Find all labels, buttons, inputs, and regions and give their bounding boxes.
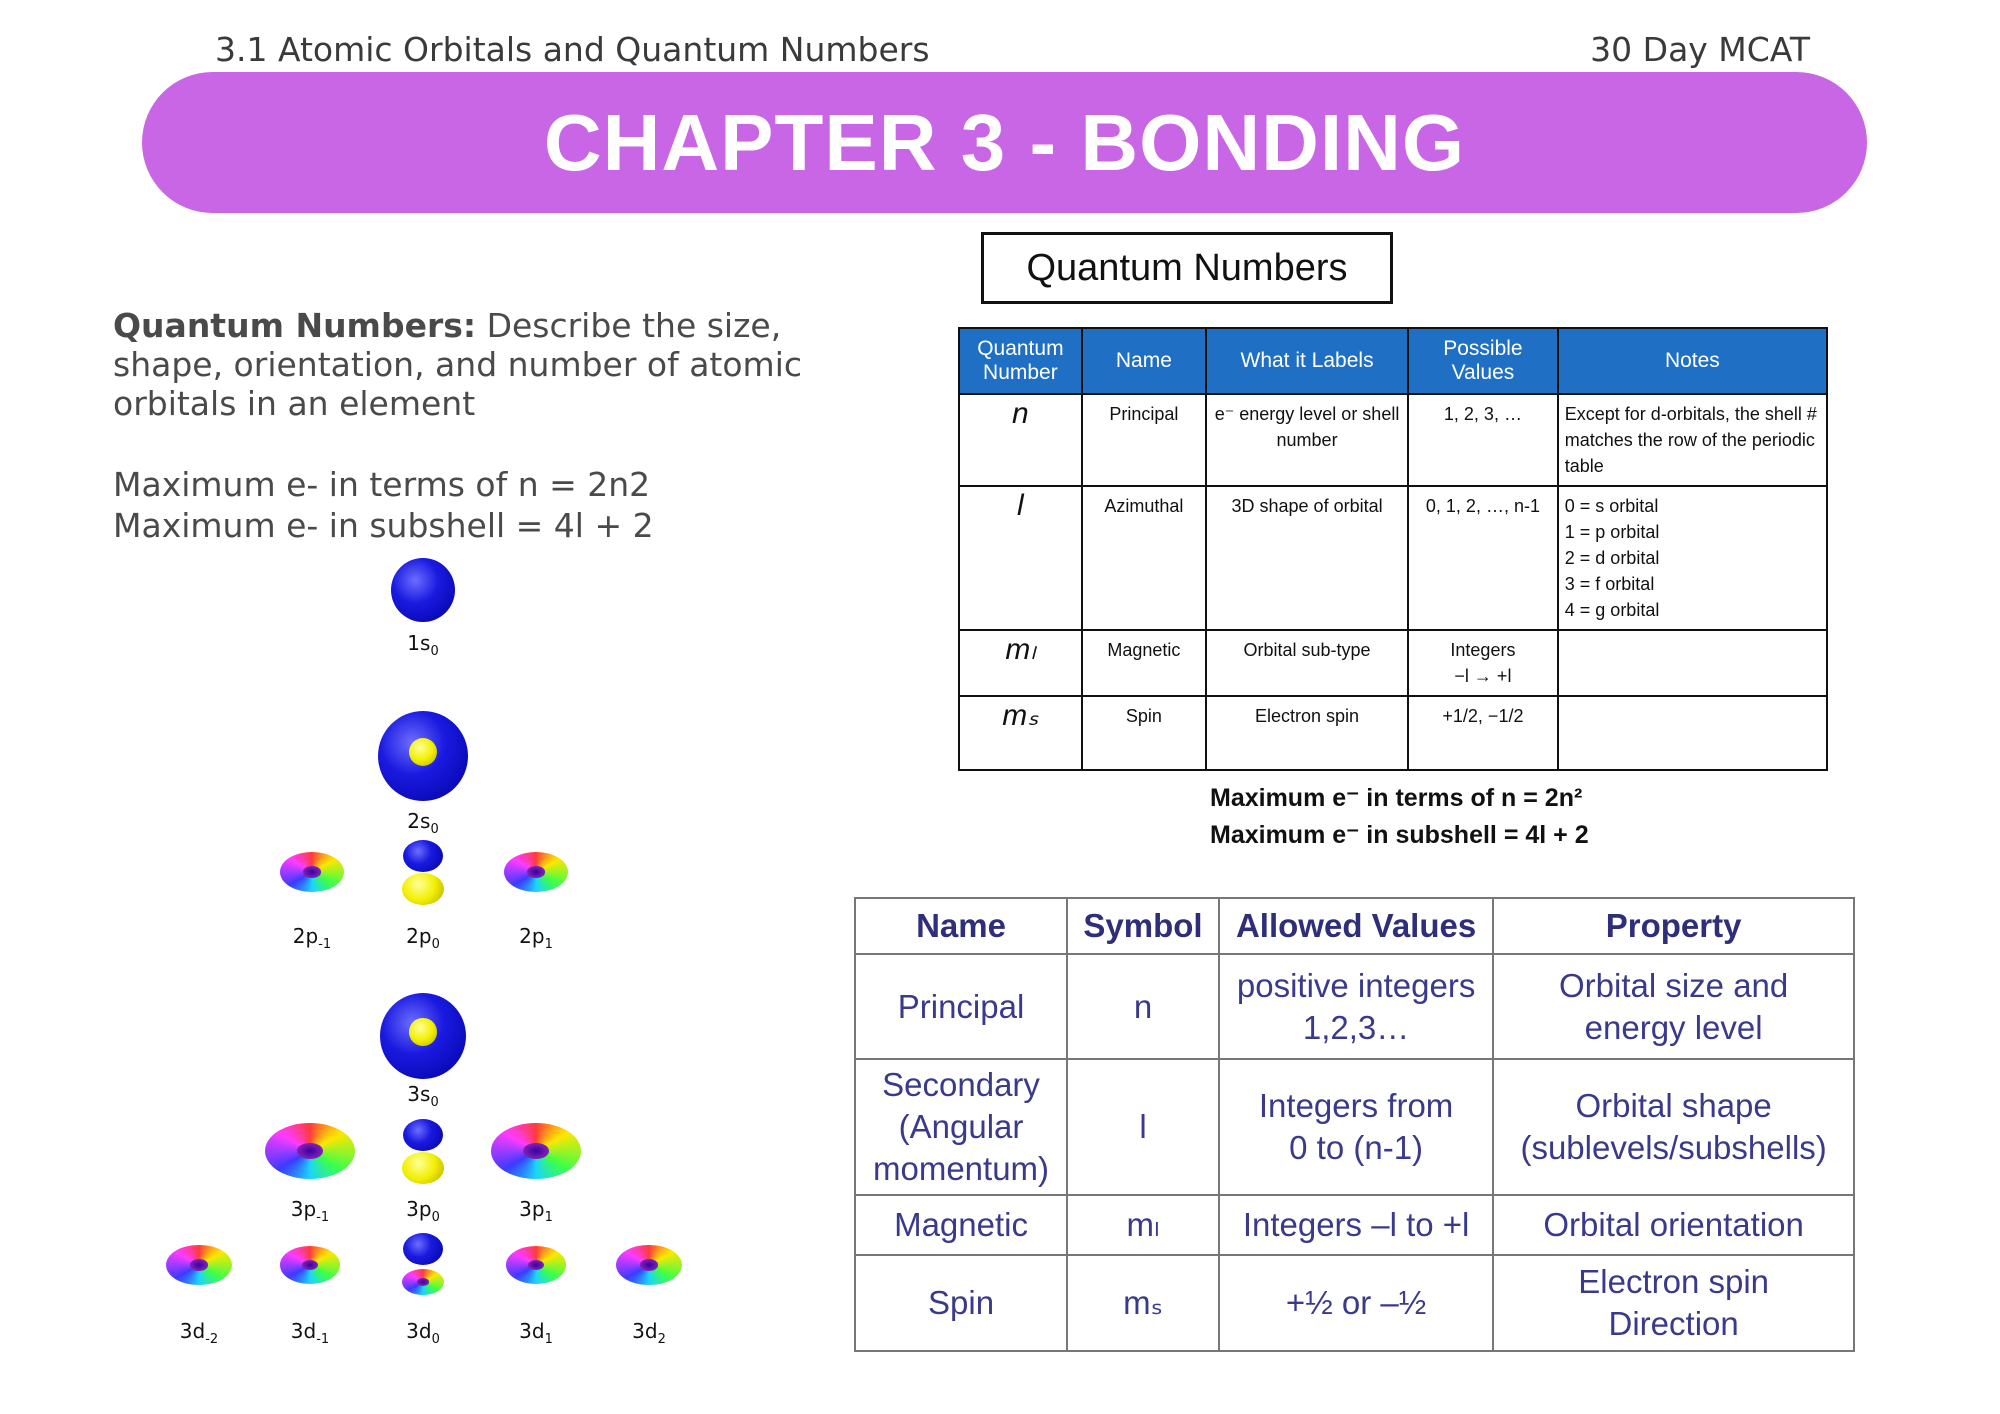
quantum-numbers-title: Quantum Numbers [981,232,1393,304]
table-cell: Principal [1082,394,1206,486]
orbital-subscript: 0 [430,1095,439,1110]
orbital-label [519,1197,553,1225]
orbital-subscript: 1 [544,1210,553,1225]
column-header: Notes [1558,328,1827,394]
table-cell: Except for d-orbitals, the shell # matches the row of the periodic table [1558,394,1827,486]
orbital-name: 2p [519,924,545,948]
table-cell: mₗ [959,630,1082,696]
section-heading: 3.1 Atomic Orbitals and Quantum Numbers [215,30,930,69]
max-electrons-summary [1210,780,1589,854]
orbital-torus-icon [280,852,344,892]
table-cell: Principal [855,954,1067,1059]
table-cell: +1/2, −1/2 [1408,696,1558,770]
table-row [855,1255,1854,1351]
orbital-subscript: -2 [205,1332,219,1347]
header-row [855,898,1854,954]
orbital-subscript: -1 [318,937,332,952]
table-row [855,954,1854,1059]
table-cell: l [1067,1059,1219,1195]
table-cell: 3D shape of orbital [1206,486,1408,630]
orbital-label [290,1197,330,1225]
table-row [855,1059,1854,1195]
orbital-label [519,924,553,952]
table-cell: Orbital shape (sublevels/subshells) [1493,1059,1854,1195]
orbital-subscript: 0 [431,1210,440,1225]
column-header: What it Labels [1206,328,1408,394]
quantum-numbers-table [958,327,1828,771]
column-header: Possible Values [1408,328,1558,394]
brand-label: 30 Day MCAT [1590,30,1810,69]
orbital-label [406,1197,440,1225]
table-cell: n [959,394,1082,486]
orbital-subscript: 0 [431,937,440,952]
orbital-subscript: 2 [657,1332,666,1347]
column-header: Allowed Values [1219,898,1493,954]
table-cell: mₛ [1067,1255,1219,1351]
orbital-name: 3d [179,1319,206,1343]
orbital-torus-icon [265,1123,355,1179]
orbital-torus-icon [491,1123,581,1179]
orbital-torus-icon [616,1245,682,1286]
orbital-lobe-icon [402,873,444,905]
orbital-torus-icon [166,1245,232,1286]
orbital-subscript: 0 [430,644,439,659]
max-electrons-shell-bold: Maximum e⁻ in terms of n = 2n² [1210,784,1583,812]
orbital-subscript: 1 [544,1332,553,1347]
column-header: Name [1082,328,1206,394]
table-cell: Integers from 0 to (n-1) [1219,1059,1493,1195]
orbital-name: 3p [519,1197,545,1221]
orbital-name: 3p [290,1197,317,1221]
table-cell: e⁻ energy level or shell number [1206,394,1408,486]
table-cell: Magnetic [855,1195,1067,1255]
table-cell: Integers −l → +l [1408,630,1558,696]
orbital-name: 3p [406,1197,432,1221]
table-cell: positive integers 1,2,3… [1219,954,1493,1059]
orbital-name: 3s [407,1082,431,1106]
table-cell [1558,630,1827,696]
max-electrons-shell: Maximum e- in terms of n = 2n2 [113,465,651,504]
chapter-banner [142,72,1867,213]
orbital-lobe-icon [403,1233,443,1265]
column-header: Name [855,898,1067,954]
orbital-name: 3d [632,1319,658,1343]
table-row [959,486,1827,630]
table-cell: n [1067,954,1219,1059]
table-cell: Electron spin [1206,696,1408,770]
orbital-name: 2p [292,924,319,948]
orbital-subscript: 1 [544,937,553,952]
intro-definition: Describe the size, shape, orientation, and number of atomic orbitals in an element [113,306,803,423]
table-cell: Orbital sub-type [1206,630,1408,696]
orbital-label [406,924,440,952]
intro-paragraph [113,306,893,423]
chapter-title: CHAPTER 3 - BONDING [543,97,1466,187]
orbital-label [292,924,332,952]
table-cell: 1, 2, 3, … [1408,394,1558,486]
table-cell [1558,696,1827,770]
table-cell: l [959,486,1082,630]
table-row [855,1195,1854,1255]
orbital-label [407,809,439,837]
table-cell: 0, 1, 2, …, n-1 [1408,486,1558,630]
max-electrons-subshell-bold: Maximum e⁻ in subshell = 4l + 2 [1210,821,1589,849]
table-cell: Magnetic [1082,630,1206,696]
orbital-label [290,1319,330,1347]
table-cell: Azimuthal [1082,486,1206,630]
orbital-label [406,1319,440,1347]
orbital-lobe-icon [403,1119,443,1151]
orbital-name: 1s [407,631,431,655]
orbital-subscript: -1 [316,1210,330,1225]
table-cell: Secondary (Angular momentum) [855,1059,1067,1195]
orbital-subscript: 0 [431,1332,440,1347]
table-cell: +½ or –½ [1219,1255,1493,1351]
orbital-core-icon [409,1018,437,1046]
table-row [959,696,1827,770]
table-row [959,630,1827,696]
orbital-label [519,1319,553,1347]
table-cell: mₗ [1067,1195,1219,1255]
column-header: Quantum Number [959,328,1082,394]
orbital-lobe-icon [402,1269,444,1295]
orbital-torus-icon [280,1246,340,1283]
orbital-name: 3d [290,1319,317,1343]
quantum-number-properties-table [854,897,1855,1352]
orbital-name: 2p [406,924,432,948]
table-cell: Integers –l to +l [1219,1195,1493,1255]
orbital-name: 2s [407,809,431,833]
table-cell: Orbital size and energy level [1493,954,1854,1059]
orbital-subscript: 0 [430,822,439,837]
header-row [959,328,1827,394]
intro-term: Quantum Numbers: [113,306,477,345]
orbital-label [407,631,439,659]
orbital-label [632,1319,666,1347]
column-header: Symbol [1067,898,1219,954]
table-cell: Spin [1082,696,1206,770]
table-row [959,394,1827,486]
orbital-torus-icon [504,852,568,892]
max-electrons-text [113,464,654,546]
table-cell: Spin [855,1255,1067,1351]
orbital-torus-icon [506,1246,566,1283]
orbital-name: 3d [519,1319,545,1343]
orbital-lobe-icon [402,1152,444,1184]
orbital-subscript: -1 [316,1332,330,1347]
max-electrons-subshell: Maximum e- in subshell = 4l + 2 [113,506,654,545]
table-cell: 0 = s orbital 1 = p orbital 2 = d orbital 3 = f orbital 4 = g orbital [1558,486,1827,630]
orbital-label [407,1082,439,1110]
orbital-sphere-icon [391,558,455,622]
table-cell: mₛ [959,696,1082,770]
orbital-label [179,1319,219,1347]
table-cell: Electron spin Direction [1493,1255,1854,1351]
orbital-name: 3d [406,1319,432,1343]
table-cell: Orbital orientation [1493,1195,1854,1255]
column-header: Property [1493,898,1854,954]
orbital-lobe-icon [403,840,443,872]
